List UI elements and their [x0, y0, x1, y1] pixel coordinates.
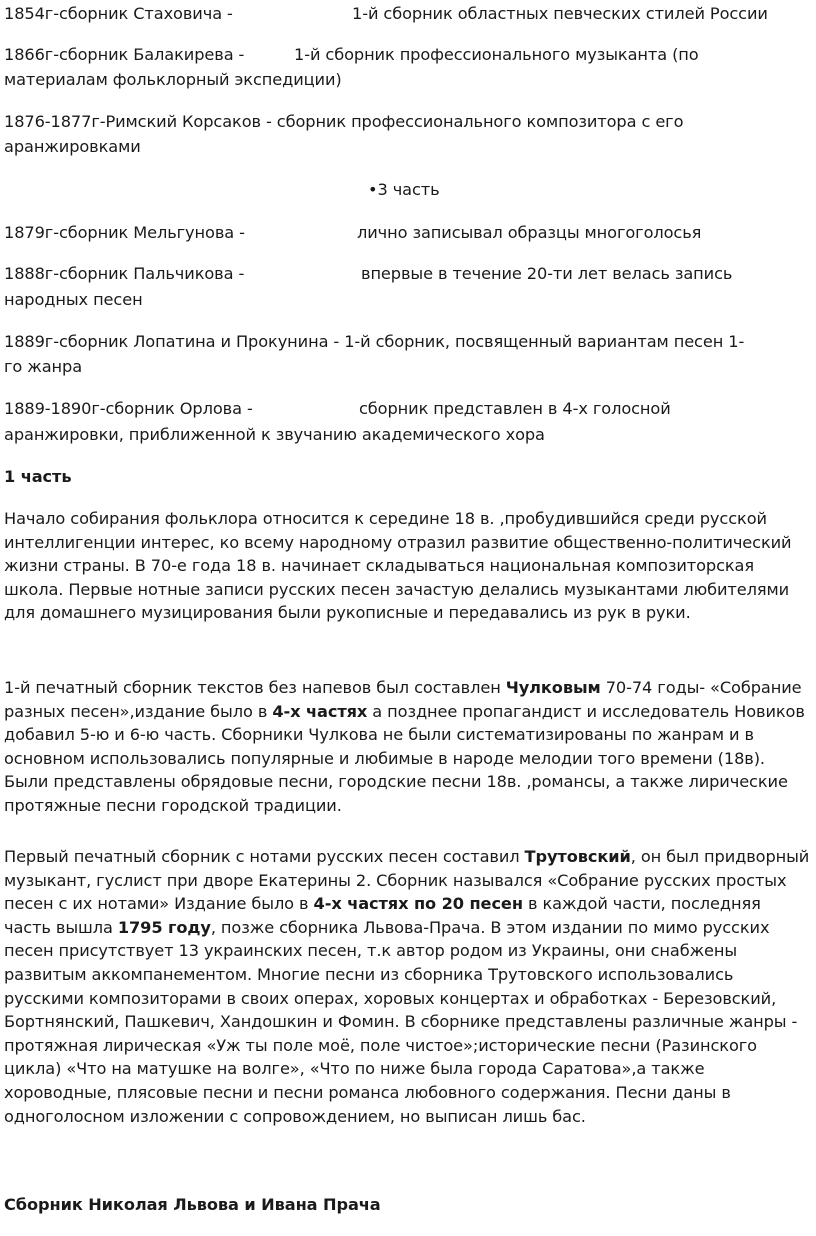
entry-right: впервые в течение 20-ти лет велась запись: [361, 264, 733, 283]
entry-left: 1889-1890г-сборник Орлова -: [4, 399, 253, 418]
paragraph-trutovsky: Первый печатный сборник с нотами русских песен составил Трутовский, он был придворный музыкант, гуслист при дворе Екатерины 2. Сборник назывался «Собрание русских простых песен с их нотами» Издание было в 4-х частях по 20 песен в каждой части, последняя часть вышла 1795 году, позже сборника Львова-Прача. В этом издании по мимо русских песен присутствует 13 украинских песен, т.к автор родом из Украины, они снабжены развитым аккомпанементом. Многие песни из сборника Трутовского использовались русскими композиторами в своих операх, хоровых концертах и обработках - Березовский, Бортнянский, Пашкевич, Хандошкин и Фомин. В сборнике представлены различные жанры - протяжная лирическая «Уж ты поле моё, поле чистое»;исторические песни (Разинского цикла) «Что на матушке на волге», «Что по ниже была города Саратова»,а также хороводные, плясовые песни и песни романса любовного содержания. Песни даны в одноголосном изложении с сопровождением, но выписан лишь бас.: [4, 847, 810, 1126]
heading-text: 1 часть: [4, 467, 72, 486]
entry-right: лично записывал образцы многоголосья: [357, 223, 702, 242]
entry-right: 1-й сборник областных певческих стилей России: [352, 4, 768, 23]
section-heading: [4, 1193, 381, 1216]
entry-continuation: аранжировки, приближенной к звучанию академического хора: [4, 425, 545, 444]
entry-continuation: го жанра: [4, 357, 83, 376]
entry-full: 1876-1877г-Римский Корсаков - сборник профессионального композитора с его: [4, 112, 684, 131]
entry-right: 1-й сборник профессионального музыканта (по: [294, 45, 699, 64]
entry-left: 1879г-сборник Мельгунова -: [4, 223, 245, 242]
part-bullet: •3 часть: [368, 180, 440, 199]
entry-left: 1854г-сборник Стаховича -: [4, 4, 233, 23]
bold-parts: 4-х частях: [272, 701, 368, 721]
entry-continuation: материалам фольклорный экспедиции): [4, 70, 342, 89]
entry-continuation: народных песен: [4, 290, 143, 309]
entry-right: сборник представлен в 4-х голосной: [359, 399, 671, 418]
bold-name: Трутовский: [524, 847, 631, 866]
paragraph-chulkov: 1-й печатный сборник текстов без напевов был составлен Чулковым 70-74 годы- «Собрание разных песен»,издание было в 4-х частях а позднее пропагандист и исследователь Новиков добавил 5-ю и 6-ю часть. Сборники Чулкова не были систематизированы по жанрам и в основном использовались популярные и любимые в народе мелодии того времени (18в). Были представлены обрядовые песни, городские песни 18в. ,романсы, а также лирические протяжные песни городской традиции.: [4, 678, 805, 815]
bold-year: 1795 году: [117, 917, 211, 937]
entry-line: [4, 2, 233, 25]
heading-text: Сборник Николая Львова и Ивана Прача: [4, 1195, 381, 1214]
entry-full: 1889г-сборник Лопатина и Прокунина - 1-й сборник, посвященный вариантам песен 1-: [4, 332, 745, 351]
entry-continuation: аранжировками: [4, 137, 141, 156]
bold-name: Чулковым: [505, 678, 601, 697]
section-heading: [4, 465, 71, 488]
bold-parts: 4-х частях по 20 песен: [313, 894, 523, 914]
entry-left: 1866г-сборник Балакирева -: [4, 45, 245, 64]
paragraph-intro: Начало собирания фольклора относится к середине 18 в. ,пробудившийся среди русской интеллигенции интерес, ко всему народному отразил развитие общественно-политический жизни страны. В 70-е года 18 в. начинает складываться национальная композиторская школа. Первые нотные записи русских песен зачастую делались музыкантами любителями для домашнего музицирования были рукописные и передавались из рук в руки.: [4, 509, 792, 623]
entry-left: 1888г-сборник Пальчикова -: [4, 264, 245, 283]
